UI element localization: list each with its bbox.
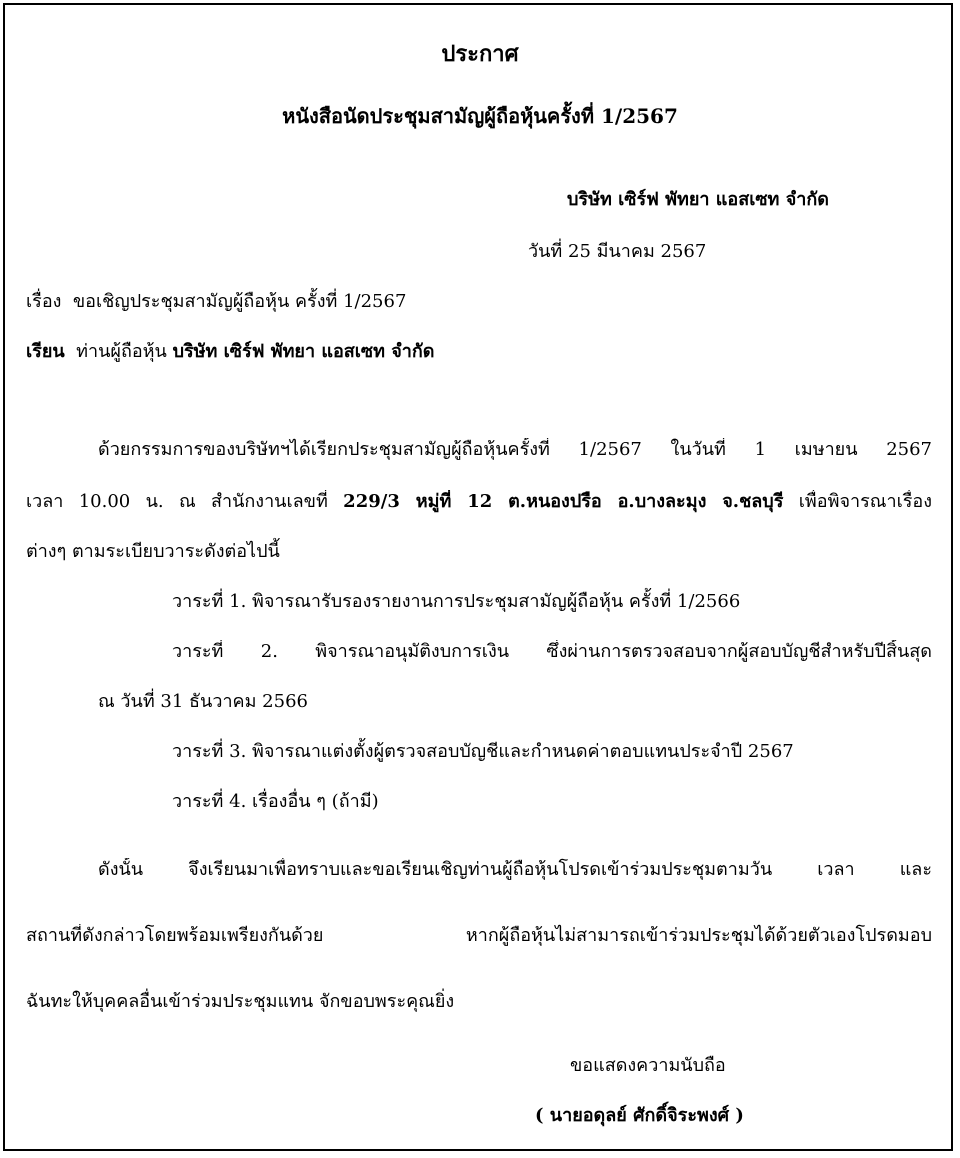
- paragraph-1-line-1: ด้วยกรรมการของบริษัทฯได้เรียกประชุมสามัญผู้ถือหุ้นครั้งที่ 1/2567 ในวันที่ 1 เมษายน 2567: [98, 439, 932, 460]
- subject-line: [26, 290, 406, 314]
- subject-label: เรื่อง: [26, 291, 62, 312]
- meeting-time: เวลา 10.00 น. ณ สำนักงานเลขที่: [26, 491, 328, 512]
- recipient-label: เรียน: [26, 341, 65, 362]
- recipient-company: บริษัท เซิร์ฟ พัทยา แอสเซท จำกัด: [172, 341, 435, 362]
- meeting-address: 229/3 หมู่ที่ 12 ต.หนองปรือ อ.บางละมุง จ.ชลบุรี: [343, 491, 784, 512]
- agenda-item-3: วาระที่ 3. พิจารณาแต่งตั้งผู้ตรวจสอบบัญชีและกำหนดค่าตอบแทนประจำปี 2567: [172, 741, 794, 762]
- agenda-item-2: วาระที่ 2. พิจารณาอนุมัติงบการเงิน ซึ่งผ่านการตรวจสอบจากผู้สอบบัญชีสำหรับปีสิ้นสุด: [172, 641, 932, 662]
- sender-company: บริษัท เซิร์ฟ พัทยา แอสเซท จำกัด: [567, 189, 829, 210]
- signature-regards: ขอแสดงความนับถือ: [570, 1055, 726, 1076]
- agenda-item-1: วาระที่ 1. พิจารณารับรองรายงานการประชุมสามัญผู้ถือหุ้น ครั้งที่ 1/2566: [172, 591, 741, 612]
- announcement-subtitle: หนังสือนัดประชุมสามัญผู้ถือหุ้นครั้งที่ 1/2567: [282, 104, 678, 128]
- closing-line-2: สถานที่ดังกล่าวโดยพร้อมเพรียงกันด้วย หากผู้ถือหุ้นไม่สามารถเข้าร่วมประชุมได้ด้วยตัวเองโปรดมอบ: [26, 925, 932, 946]
- closing-line-3: ฉันทะให้บุคคลอื่นเข้าร่วมประชุมแทน จักขอบพระคุณยิ่ง: [26, 991, 455, 1012]
- recipient-line: [26, 340, 435, 364]
- agenda-item-4: วาระที่ 4. เรื่องอื่น ๆ (ถ้ามี): [172, 791, 379, 812]
- agenda-item-2-continued: ณ วันที่ 31 ธันวาคม 2566: [98, 691, 308, 712]
- meeting-purpose: เพื่อพิจารณาเรื่อง: [798, 491, 932, 512]
- signature-name: ( นายอดุลย์ ศักดิ์จิระพงศ์ ): [535, 1105, 744, 1126]
- document-border: [3, 3, 953, 1151]
- paragraph-1-line-2: [26, 490, 932, 514]
- subject-text: ขอเชิญประชุมสามัญผู้ถือหุ้น ครั้งที่ 1/2567: [72, 291, 407, 312]
- paragraph-1-line-3: ต่างๆ ตามระเบียบวาระดังต่อไปนี้: [26, 541, 280, 562]
- letter-date: วันที่ 25 มีนาคม 2567: [528, 241, 707, 262]
- recipient-text: ท่านผู้ถือหุ้น: [76, 341, 167, 362]
- closing-line-1: ดังนั้น จึงเรียนมาเพื่อทราบและขอเรียนเชิญท่านผู้ถือหุ้นโปรดเข้าร่วมประชุมตามวัน เวลา และ: [98, 859, 932, 880]
- announcement-title: ประกาศ: [441, 41, 519, 67]
